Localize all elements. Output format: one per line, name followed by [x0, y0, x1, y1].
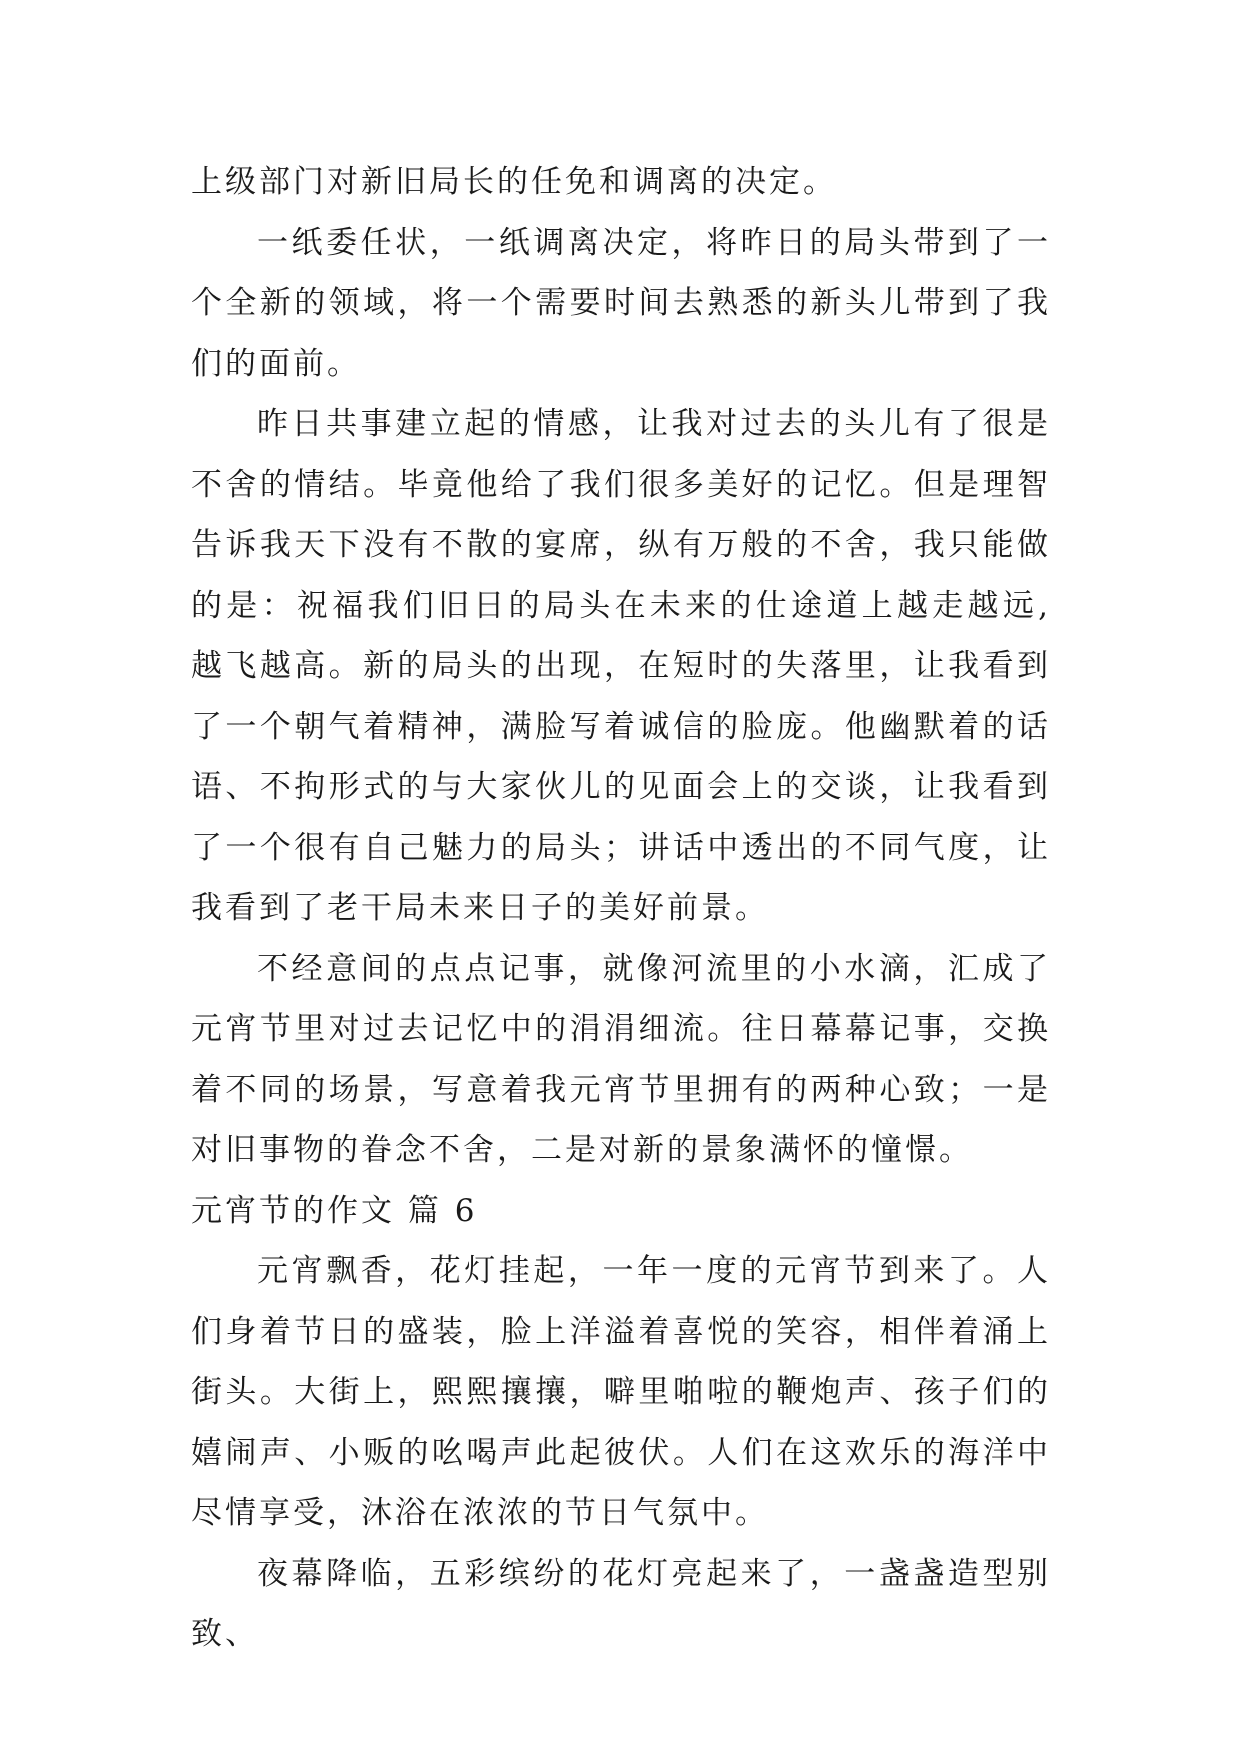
paragraph: 元宵飘香，花灯挂起，一年一度的元宵节到来了。人们身着节日的盛装，脸上洋溢着喜悦的笑容，相伴着涌上街头。大街上，熙熙攘攘，噼里啪啦的鞭炮声、孩子们的嬉闹声、小贩的吆喝声此起彼伏。人们在这欢乐的海洋中尽情享受，沐浴在浓浓的节日气氛中。	[191, 1253, 1051, 1531]
section-heading: 元宵节的作文 篇 6	[191, 1192, 478, 1229]
paragraph-continuation: 上级部门对新旧局长的任免和调离的决定。	[191, 164, 837, 200]
paragraph: 夜幕降临，五彩缤纷的花灯亮起来了，一盏盏造型别致、	[191, 1555, 1051, 1652]
paragraph: 不经意间的点点记事，就像河流里的小水滴，汇成了元宵节里对过去记忆中的涓涓细流。往日幕幕记事，交换着不同的场景，写意着我元宵节里拥有的两种心致；一是对旧事物的眷念不舍，二是对新的景象满怀的憧憬。	[191, 950, 1051, 1168]
document-page	[191, 152, 1051, 1665]
paragraph: 昨日共事建立起的情感，让我对过去的头儿有了很是不舍的情结。毕竟他给了我们很多美好的记忆。但是理智告诉我天下没有不散的宴席，纵有万般的不舍，我只能做的是：祝福我们旧日的局头在未来的仕途道上越走越远,越飞越高。新的局头的出现，在短时的失落里，让我看到了一个朝气着精神，满脸写着诚信的脸庞。他幽默着的话语、不拘形式的与大家伙儿的见面会上的交谈，让我看到了一个很有自己魅力的局头；讲话中透出的不同气度，让我看到了老干局未来日子的美好前景。	[191, 406, 1051, 926]
paragraph: 一纸委任状，一纸调离决定，将昨日的局头带到了一个全新的领域，将一个需要时间去熟悉的新头儿带到了我们的面前。	[191, 224, 1051, 382]
